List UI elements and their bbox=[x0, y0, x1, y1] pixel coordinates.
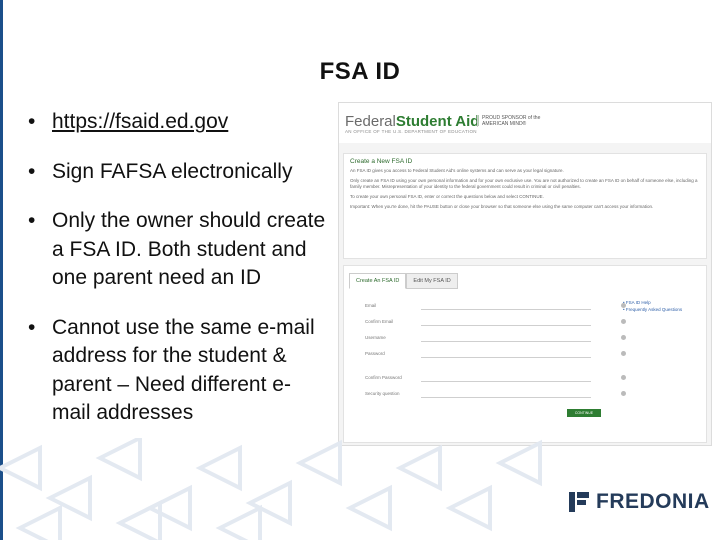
info-icon bbox=[621, 375, 626, 380]
help-link[interactable]: • FSA ID Help bbox=[623, 300, 651, 305]
bullet-dot: • bbox=[28, 110, 36, 133]
fsa-sponsor-text: PROUD SPONSOR of the AMERICAN MIND® bbox=[477, 115, 562, 127]
fsa-brand-subtitle: AN OFFICE OF THE U.S. DEPARTMENT OF EDUCATION bbox=[345, 129, 477, 134]
bullet-dot: • bbox=[28, 159, 36, 183]
bullet-list bbox=[26, 108, 326, 449]
bullet-dot: • bbox=[28, 209, 36, 232]
info-icon bbox=[621, 391, 626, 396]
intro-line: Only create an FSA ID using your own personal information and for your own exclusive use. You are not authorized to create an FSA ID on behalf of someone else, including a family member. Misrepresentation of your identity to the federal government could result in criminal or civil penalties. bbox=[350, 178, 698, 189]
fsa-website-screenshot: FederalStudent Aid AN OFFICE OF THE U.S. DEPARTMENT OF EDUCATION PROUD SPONSOR of the AMERICAN MIND® Create a New FSA ID An FSA ID gives you access to Federal Student Aid's online systems and can serve as your legal signature. Only create an FSA ID using your own personal information and for your own exclusive use. You are not authorized to create an FSA ID on behalf of someone else, including a family member. Misrepresentation of your identity to the federal government could result in criminal or civil penalties. To create your own personal FSA ID, enter or correct the questions below and select CONTINUE. Important: When you're done, hit the PAUSE button or close your browser so that someone else using the same computer can't access your information. Create An FSA ID Edit My FSA ID Email Confirm Email Username Password Confirm Password Security question • FSA ID Help • Frequently Asked Questions CONTINUE bbox=[338, 102, 712, 446]
bullet-item bbox=[26, 207, 326, 293]
bullet-item bbox=[26, 158, 326, 187]
bullet-text: Sign FAFSA electronically bbox=[52, 159, 293, 183]
form-tabs bbox=[349, 273, 458, 289]
intro-line: An FSA ID gives you access to Federal Student Aid's online systems and can serve as your legal signature. bbox=[350, 168, 564, 173]
bullet-item bbox=[26, 314, 326, 428]
password-field[interactable] bbox=[421, 353, 591, 358]
intro-line: Important: When you're done, hit the PAUSE button or close your browser so that someone else using the same computer can't access your information. bbox=[350, 204, 654, 209]
fredonia-emblem-icon bbox=[568, 490, 590, 514]
fsa-brand: FederalStudent Aid bbox=[345, 113, 480, 130]
panel-title: Create a New FSA ID bbox=[350, 158, 413, 165]
info-icon bbox=[621, 335, 626, 340]
bullet-dot: • bbox=[28, 315, 36, 339]
bullet-item bbox=[26, 108, 326, 137]
continue-button[interactable]: CONTINUE bbox=[567, 409, 601, 417]
tab-create-fsa-id[interactable]: Create An FSA ID bbox=[349, 273, 406, 289]
fredonia-wordmark: FREDONIA bbox=[596, 490, 710, 513]
confirm-email-field[interactable] bbox=[421, 321, 591, 326]
confirm-password-field[interactable] bbox=[421, 377, 591, 382]
help-link[interactable]: • Frequently Asked Questions bbox=[623, 307, 683, 312]
fredonia-logo bbox=[568, 488, 710, 516]
tab-edit-fsa-id[interactable]: Edit My FSA ID bbox=[406, 273, 457, 289]
username-field[interactable] bbox=[421, 337, 591, 342]
help-links bbox=[623, 299, 682, 313]
email-field[interactable] bbox=[421, 305, 591, 310]
fsa-header bbox=[339, 103, 711, 143]
intro-line: To create your own personal FSA ID, enter or correct the questions below and select CONTINUE. bbox=[350, 194, 544, 199]
security-field[interactable] bbox=[421, 393, 591, 398]
slide-title: FSA ID bbox=[319, 58, 401, 85]
bullet-text: Only the owner should create a FSA ID. Both student and one parent need an ID bbox=[52, 209, 326, 289]
fsaid-link[interactable]: https://fsaid.ed.gov bbox=[52, 110, 229, 133]
info-icon bbox=[621, 351, 626, 356]
info-icon bbox=[621, 319, 626, 324]
bullet-text: Cannot use the same e-mail address for the student & parent – Need different e-mail addresses bbox=[52, 315, 315, 424]
create-fsa-id-panel bbox=[343, 153, 707, 259]
